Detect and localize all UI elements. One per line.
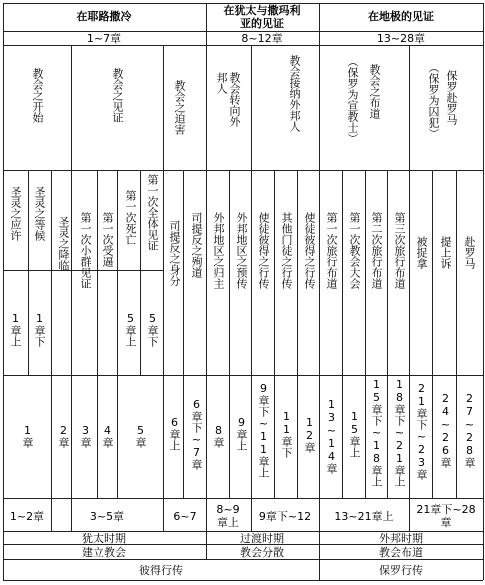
- chapter-k8: 6章上: [168, 416, 181, 451]
- chapter-1-upper: 1章上: [9, 312, 22, 347]
- summary-3: 6~7: [173, 510, 197, 523]
- rule: [163, 45, 164, 531]
- theme-paul-prisoner: （保罗为囚犯）: [427, 62, 440, 139]
- rule: [140, 170, 141, 375]
- period-1: 犹太时期: [82, 532, 126, 545]
- summary-6: 13~21章上: [334, 510, 394, 523]
- event-2: 圣灵之等候: [33, 186, 46, 241]
- theme-accept-gentiles: 教会接纳外邦人: [288, 55, 301, 132]
- theme-church-mission: 教会之布道: [368, 64, 381, 119]
- event-15: 第一次旅行布道: [325, 212, 338, 289]
- church-2: 教会分散: [240, 546, 284, 559]
- chapter-k16: 15章上: [348, 410, 361, 458]
- rule: [409, 45, 410, 498]
- event-21: 赴罗马: [463, 236, 476, 269]
- event-6: 第一次死亡: [124, 190, 137, 245]
- chapter-k19: 21章下~23章: [415, 382, 428, 480]
- summary-5: 9章下~12: [258, 510, 312, 523]
- header-judea-line2: 亚的见证: [240, 17, 284, 30]
- event-17: 第二次旅行布道: [370, 212, 383, 289]
- chapter-k3: 2章: [57, 424, 70, 448]
- event-9: 司提反之殉道: [190, 212, 203, 278]
- rule: [51, 170, 52, 498]
- rule: [183, 170, 184, 498]
- chapter-k14: 12章: [303, 416, 316, 453]
- summary-7b: 章: [440, 516, 452, 529]
- rule: [117, 170, 118, 498]
- event-5: 第一次受逼: [101, 212, 114, 267]
- chapter-k5: 4章: [101, 424, 114, 448]
- header-jerusalem: 在耶路撒冷: [76, 10, 132, 23]
- period-3: 外邦时期: [379, 532, 423, 545]
- rule: [409, 498, 410, 531]
- event-16: 第一次教会大会: [348, 212, 361, 289]
- rule: [342, 170, 343, 498]
- rule: [251, 498, 252, 531]
- rule: [297, 170, 298, 498]
- chapter-k6: 5章: [134, 424, 147, 448]
- chapter-k4: 3章: [79, 424, 92, 448]
- rule: [319, 3, 320, 580]
- event-19: 被捉拿: [415, 236, 428, 269]
- rule: [3, 498, 483, 499]
- rule: [3, 45, 483, 46]
- event-1: 圣灵之应许: [9, 186, 22, 241]
- summary-1: 1~2章: [9, 510, 45, 523]
- header-judea-line1: 在犹太与撒玛利: [223, 4, 301, 17]
- chapter-k18: 18章下~21章上: [393, 378, 406, 487]
- rule: [483, 3, 484, 580]
- range-2: 8~12章: [241, 32, 283, 45]
- event-3: 圣灵之降临: [57, 216, 70, 271]
- period-2: 过渡时期: [240, 532, 284, 545]
- summary-4b: 章上: [217, 516, 239, 529]
- event-18: 第三次旅行布道: [393, 212, 406, 289]
- theme-church-witness: 教会之见证: [111, 68, 124, 123]
- event-20: 提上诉: [439, 236, 452, 269]
- theme-church-persecution: 教会之迫害: [173, 80, 186, 135]
- chapter-k12: 9章下~11章上: [257, 382, 270, 478]
- rule: [3, 170, 483, 171]
- event-14: 使徒彼得之行传: [303, 212, 316, 289]
- church-1: 建立教会: [82, 546, 126, 559]
- chapter-5-upper: 5章上: [124, 312, 137, 347]
- chapter-k13: 11章下: [280, 410, 293, 458]
- event-12: 使徒彼得之行传: [257, 212, 270, 289]
- event-8: 司提反之身分: [168, 220, 181, 286]
- rule: [229, 170, 230, 498]
- range-3: 13~28章: [376, 32, 426, 45]
- chapter-k15: 13~14章: [325, 398, 338, 474]
- event-4: 第一次小群见证: [79, 212, 92, 289]
- chapter-1-lower: 1章下: [33, 312, 46, 347]
- rule: [3, 3, 4, 580]
- rule: [3, 559, 483, 560]
- rule: [97, 170, 98, 498]
- summary-4a: 8~9: [216, 503, 240, 516]
- chapter-k21: 27~28章: [463, 392, 476, 468]
- rule: [3, 375, 483, 376]
- theme-turn-to-gentiles: 教会转向外邦人: [215, 72, 241, 127]
- chapter-k9: 6章下~7章: [190, 398, 203, 470]
- summary-2: 3~5章: [89, 510, 125, 523]
- rule: [206, 3, 207, 559]
- rule: [387, 170, 388, 498]
- rule: [71, 45, 72, 531]
- rule: [51, 498, 52, 531]
- event-11: 外邦地区之预传: [235, 212, 248, 289]
- theme-paul-to-rome: 保罗赴罗马: [445, 70, 458, 125]
- theme-church-beginning: 教会之开始: [31, 68, 44, 123]
- rule: [456, 170, 457, 498]
- rule: [432, 170, 433, 498]
- event-13: 其他门徒之行传: [280, 212, 293, 289]
- rule: [251, 45, 252, 531]
- rule: [274, 170, 275, 498]
- rule: [28, 170, 29, 375]
- event-7: 第一次全体见证: [146, 174, 159, 251]
- header-ends-of-earth: 在地极的见证: [368, 10, 434, 23]
- acts-paul: 保罗行传: [379, 564, 423, 577]
- chapter-k10: 8章: [212, 424, 225, 448]
- chapter-k1: 1章: [21, 424, 34, 448]
- chapter-5-lower: 5章下: [146, 312, 159, 347]
- chapter-k11: 9章上: [235, 416, 248, 451]
- theme-paul-missionary: （保罗为宣教士）: [346, 56, 359, 144]
- event-10: 外邦地区之归主: [212, 212, 225, 289]
- chapter-k20: 24~26章: [439, 392, 452, 468]
- chapter-k17: 15章下~18章上: [370, 378, 383, 487]
- church-3: 教会布道: [379, 546, 423, 559]
- summary-7a: 21章下~28: [416, 503, 476, 516]
- rule: [365, 170, 366, 498]
- acts-peter: 彼得行传: [139, 564, 183, 577]
- range-1: 1~7章: [86, 32, 122, 45]
- rule: [3, 580, 483, 581]
